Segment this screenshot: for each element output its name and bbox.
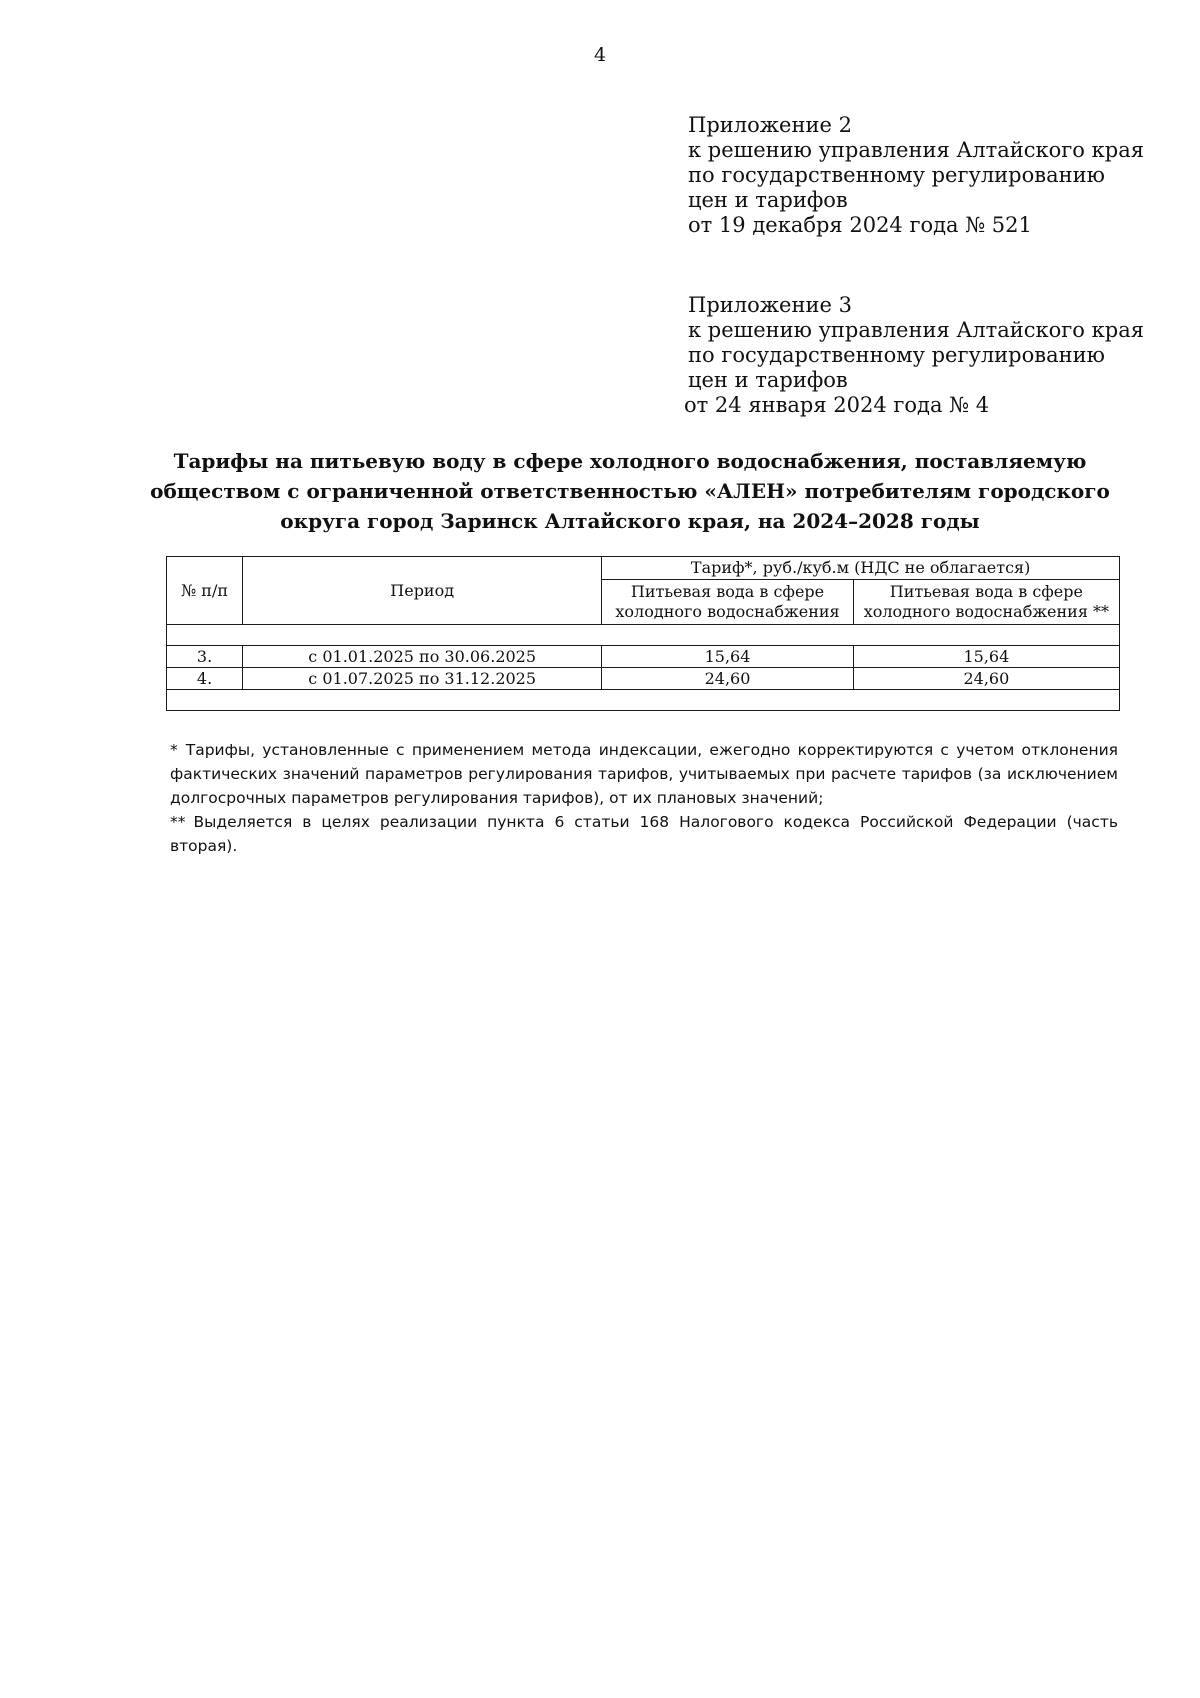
document-title xyxy=(140,446,1120,536)
header-water-2: Питьевая вода в сфере холодного водоснабжения ** xyxy=(853,580,1119,625)
footnote-1 xyxy=(170,738,1118,810)
row-tariff-2: 15,64 xyxy=(853,646,1119,668)
table-header-row xyxy=(167,557,1120,580)
row-tariff-2: 24,60 xyxy=(853,668,1119,690)
appendix-3-block xyxy=(684,293,1168,418)
footnote-1-mark: * xyxy=(170,741,178,759)
document-title-line: округа город Заринск Алтайского края, на 2024–2028 годы xyxy=(280,509,980,533)
appendix-2-line: цен и тарифов xyxy=(688,188,848,212)
appendix-2-block xyxy=(688,113,1168,238)
header-period: Период xyxy=(243,557,602,625)
table-empty-row xyxy=(167,625,1120,646)
document-title-line: Тарифы на питьевую воду в сфере холодного водоснабжения, поставляемую xyxy=(173,449,1087,473)
row-period: с 01.01.2025 по 30.06.2025 xyxy=(243,646,602,668)
empty-cell xyxy=(167,690,1120,711)
appendix-3-line: к решению управления Алтайского края xyxy=(688,318,1144,342)
header-water-1: Питьевая вода в сфере холодного водоснабжения xyxy=(602,580,853,625)
row-number: 4. xyxy=(167,668,243,690)
appendix-3-line: цен и тарифов xyxy=(688,368,848,392)
row-period: с 01.07.2025 по 31.12.2025 xyxy=(243,668,602,690)
footnote-2 xyxy=(170,810,1118,858)
page-number: 4 xyxy=(593,44,607,66)
empty-cell xyxy=(167,625,1120,646)
table-row xyxy=(167,646,1120,668)
header-tariff: Тариф*, руб./куб.м (НДС не облагается) xyxy=(602,557,1120,580)
appendix-2-heading: Приложение 2 xyxy=(688,113,852,137)
row-tariff-1: 24,60 xyxy=(602,668,853,690)
appendix-3-heading: Приложение 3 xyxy=(688,293,852,317)
footnotes xyxy=(170,738,1118,858)
appendix-2-line: по государственному регулированию xyxy=(688,163,1105,187)
row-tariff-1: 15,64 xyxy=(602,646,853,668)
row-number: 3. xyxy=(167,646,243,668)
appendix-2-date: от 19 декабря 2024 года № 521 xyxy=(688,213,1032,237)
appendix-3-line: по государственному регулированию xyxy=(688,343,1105,367)
appendix-3-date: от 24 января 2024 года № 4 xyxy=(684,393,990,417)
footnote-2-mark: ** xyxy=(170,813,186,831)
table-row xyxy=(167,668,1120,690)
footnote-2-text: Выделяется в целях реализации пункта 6 статьи 168 Налогового кодекса Российской Федерации (часть вторая). xyxy=(170,813,1118,855)
table-empty-row xyxy=(167,690,1120,711)
document-title-line: обществом с ограниченной ответственностью «АЛЕН» потребителям городского xyxy=(150,479,1110,503)
header-number: № п/п xyxy=(167,557,243,625)
appendix-2-line: к решению управления Алтайского края xyxy=(688,138,1144,162)
tariff-table xyxy=(166,556,1120,711)
footnote-1-text: Тарифы, установленные с применением метода индексации, ежегодно корректируются с учетом отклонения фактических значений параметров регулирования тарифов, учитываемых при расчете тарифов (за исключением долгосрочных параметров регулирования тарифов), от их плановых значений; xyxy=(170,741,1118,807)
